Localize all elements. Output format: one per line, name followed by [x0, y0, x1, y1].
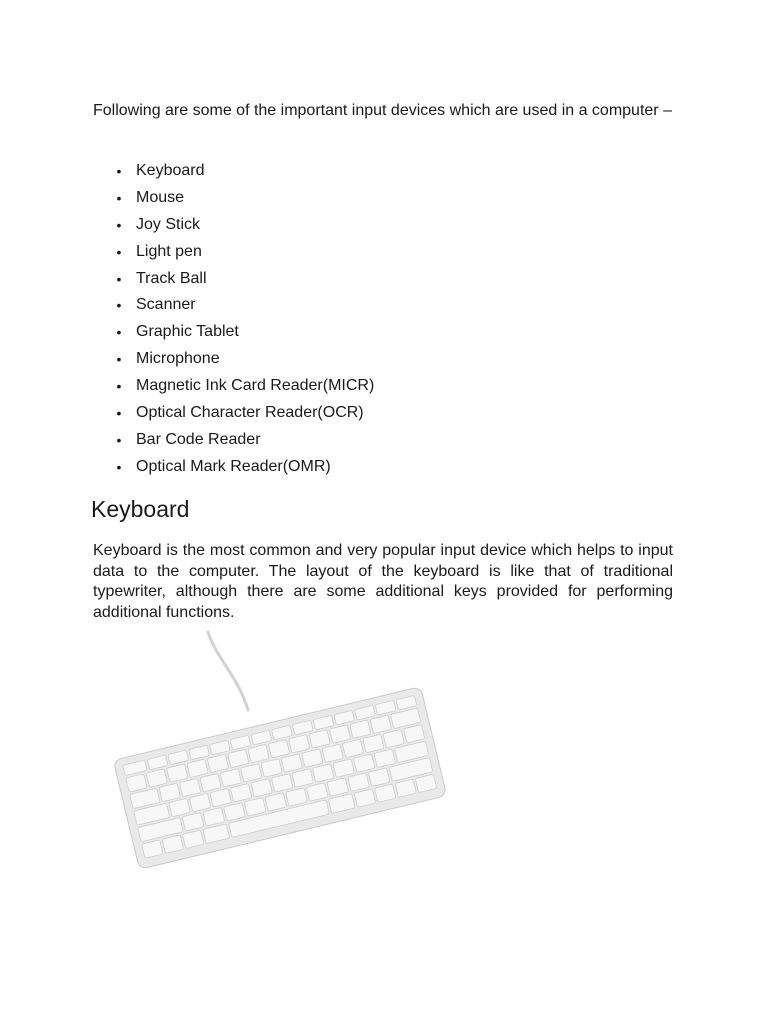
list-item-label: Optical Mark Reader(OMR) — [136, 457, 331, 475]
bullet-icon: • — [116, 431, 122, 448]
list-item-label: Keyboard — [136, 162, 205, 179]
keyboard-heading: Keyboard — [91, 496, 190, 522]
input-device-list — [93, 158, 673, 481]
keyboard-cable — [208, 632, 248, 710]
list-item — [93, 266, 673, 293]
list-item — [93, 212, 673, 239]
bullet-icon: • — [116, 163, 122, 179]
list-item-label: Scanner — [136, 296, 196, 314]
list-item — [93, 346, 673, 373]
list-item-label: Mouse — [136, 188, 185, 206]
list-item-label: Magnetic Ink Card Reader(MICR) — [136, 377, 375, 395]
list-item-label: Optical Character Reader(OCR) — [136, 404, 364, 422]
bullet-icon: • — [116, 324, 122, 341]
bullet-icon: • — [116, 378, 122, 395]
bullet-icon: • — [116, 351, 122, 368]
bullet-icon: • — [116, 458, 122, 475]
list-item — [93, 239, 673, 266]
bullet-icon: • — [116, 297, 122, 314]
list-item-label: Joy Stick — [136, 215, 201, 233]
list-item — [93, 185, 673, 212]
list-item — [93, 400, 673, 427]
list-item-label: Graphic Tablet — [136, 323, 239, 341]
list-item-label: Light pen — [136, 242, 202, 260]
list-item — [93, 319, 673, 346]
list-item-label: Track Ball — [136, 269, 207, 287]
list-item — [93, 454, 673, 481]
bullet-icon: • — [116, 243, 122, 260]
list-item-label: Microphone — [136, 350, 220, 368]
list-item-label: Bar Code Reader — [136, 430, 261, 448]
intro-paragraph: Following are some of the important input devices which are used in a computer – — [93, 102, 672, 119]
keyboard-icon — [110, 628, 450, 898]
keyboard-description: Keyboard is the most common and very popular input device which helps to input data to the computer. The layout of the keyboard is like that of traditional typewriter, although there are some additional keys provided for performing additional functions. — [93, 542, 673, 621]
list-item — [93, 292, 673, 319]
bullet-icon: • — [116, 405, 122, 422]
bullet-icon: • — [116, 216, 122, 233]
list-item — [93, 158, 673, 185]
bullet-icon: • — [116, 189, 122, 206]
list-item — [93, 373, 673, 400]
bullet-icon: • — [116, 270, 122, 287]
list-item — [93, 427, 673, 454]
